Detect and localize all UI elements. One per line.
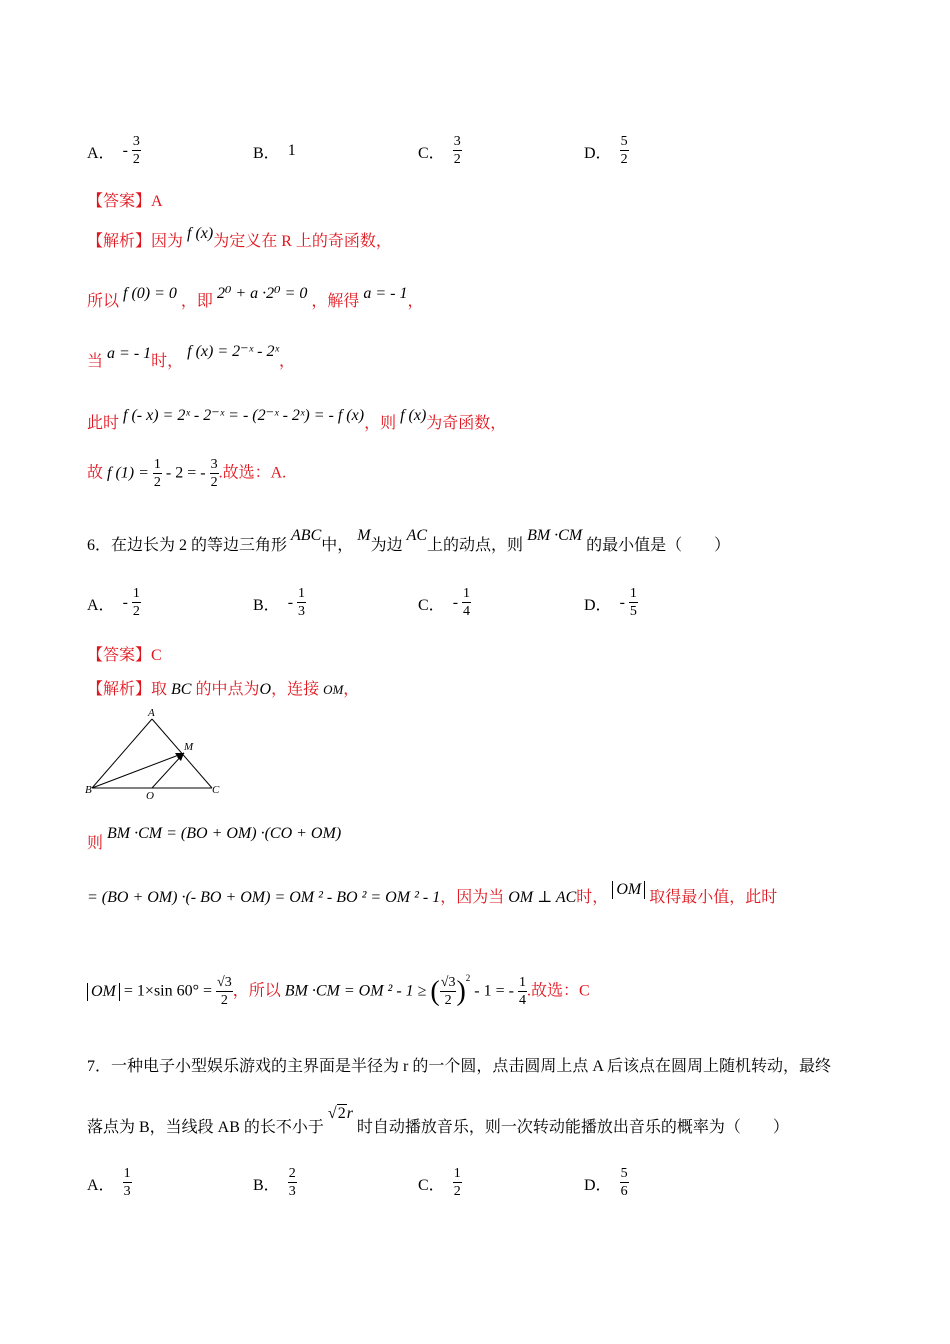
q5-option-c: C． $\frac{3}{2}$ [418, 134, 461, 167]
q5-solution-line-3: 当 a = - 1时， f (x) = 2⁻ˣ - 2ˣ， [87, 343, 295, 370]
q6-stem: 6．在边长为 2 的等边三角形 ABC中， M为边 AC上的动点，则 BM ·CM 的最小值是（ ） [87, 527, 731, 554]
fraction: $\frac{3}{2}$ [210, 457, 218, 490]
fraction: $\frac{5}{2}$ [620, 134, 628, 167]
q6-option-d: D． - $\frac{1}{5}$ [584, 586, 637, 619]
q6-option-b: B． - $\frac{1}{3}$ [253, 586, 306, 619]
q5-option-b: B． 1 [253, 142, 296, 162]
q6-answer: 【答案】C [87, 647, 162, 664]
q5-solution-line-5: 故 f (1) = $\frac{1}{2}$ - 2 = - $\frac{3}{2}$ .故选：A. [87, 457, 287, 490]
fraction: $\frac{1}{2}$ [132, 586, 140, 619]
q7-option-a: A． $\frac{1}{3}$ [87, 1166, 131, 1199]
paren-open: ( [430, 976, 440, 1007]
fraction: $\frac{1}{4}$ [463, 586, 471, 619]
paren-close: ) [456, 976, 466, 1007]
fraction: $\frac{1}{3}$ [298, 586, 306, 619]
q5-options [87, 128, 887, 174]
q6-solution-line-2: 则 BM ·CM = (BO + OM) ·(CO + OM) [87, 825, 342, 852]
fraction: $\frac{2}{3}$ [288, 1166, 296, 1199]
label-o: O [146, 790, 154, 802]
vector-bm [92, 753, 184, 788]
fraction: $\frac{1}{2}$ [153, 457, 161, 490]
q7-option-d: D． $\frac{5}{6}$ [584, 1166, 628, 1199]
q5-solution-line-4: 此时 f (- x) = 2ˣ - 2⁻ˣ = - (2⁻ˣ - 2ˣ) = - f (x)，则 f (x)为奇函数， [87, 407, 507, 432]
q6-solution-line-1: 【解析】取 BC 的中点为O，连接 OM， [87, 681, 360, 698]
q7-stem-line-2: 落点为 B，当线段 AB 的长不小于 √2r 时自动播放音乐，则一次转动能播放出音乐的概率为（ ） [87, 1105, 789, 1136]
q6-solution-line-3: = (BO + OM) ·(- BO + OM) = OM ² - BO ² = OM ² - 1，因为当 OM ⊥ AC时， OM 取得最小值，此时 [87, 881, 778, 906]
fraction: $\frac{1}{4}$ [518, 975, 526, 1008]
q5-solution-line-2: 所以 f (0) = 0 ，即 2⁰ + a ·2⁰ = 0 ，解得 a = - 1， [87, 285, 424, 310]
q7-option-b: B． $\frac{2}{3}$ [253, 1166, 296, 1199]
fraction: $\frac{√3}{2}$ [217, 975, 232, 1008]
segment-ba [92, 719, 152, 788]
q7-option-c: C． $\frac{1}{2}$ [418, 1166, 461, 1199]
triangle-figure [82, 704, 232, 804]
q5-option-d: D． $\frac{5}{2}$ [584, 134, 628, 167]
fraction: $\frac{3}{2}$ [453, 134, 461, 167]
q7-stem-line-1: 7．一种电子小型娱乐游戏的主界面是半径为 r 的一个圆，点击圆周上点 A 后该点在圆周上随机转动，最终 [87, 1058, 832, 1075]
label-a: A [148, 707, 155, 719]
fraction: $\frac{1}{3}$ [123, 1166, 131, 1199]
q6-solution-line-4: OM = 1×sin 60° = $\frac{√3}{2}$ ，所以 BM ·CM = OM ² - 1 ≥ ( $\frac{√3}{2}$ )$^2$ - 1 = - $\frac{1}{4}$ .故选：C [87, 976, 590, 1008]
sqrt-2r: √2r [327, 1105, 353, 1122]
q6-option-a: A． - $\frac{1}{2}$ [87, 586, 140, 619]
q6-options [87, 580, 887, 626]
q7-options [87, 1160, 887, 1206]
q5-option-a: A． - $\frac{3}{2}$ [87, 134, 140, 167]
fraction: $\frac{5}{6}$ [620, 1166, 628, 1199]
label-m: M [184, 741, 194, 753]
q5-solution-line-1: 【解析】因为 f (x)为定义在 R 上的奇函数， [87, 225, 392, 250]
q5-answer: 【答案】A [87, 193, 163, 210]
fraction: $\frac{√3}{2}$ [440, 975, 456, 1008]
q6-option-c: C． - $\frac{1}{4}$ [418, 586, 471, 619]
label-c: C [212, 784, 220, 796]
fraction: $\frac{1}{2}$ [453, 1166, 461, 1199]
label-b: B [85, 784, 92, 796]
fraction: $\frac{1}{5}$ [629, 586, 637, 619]
fraction: $\frac{3}{2}$ [132, 134, 140, 167]
